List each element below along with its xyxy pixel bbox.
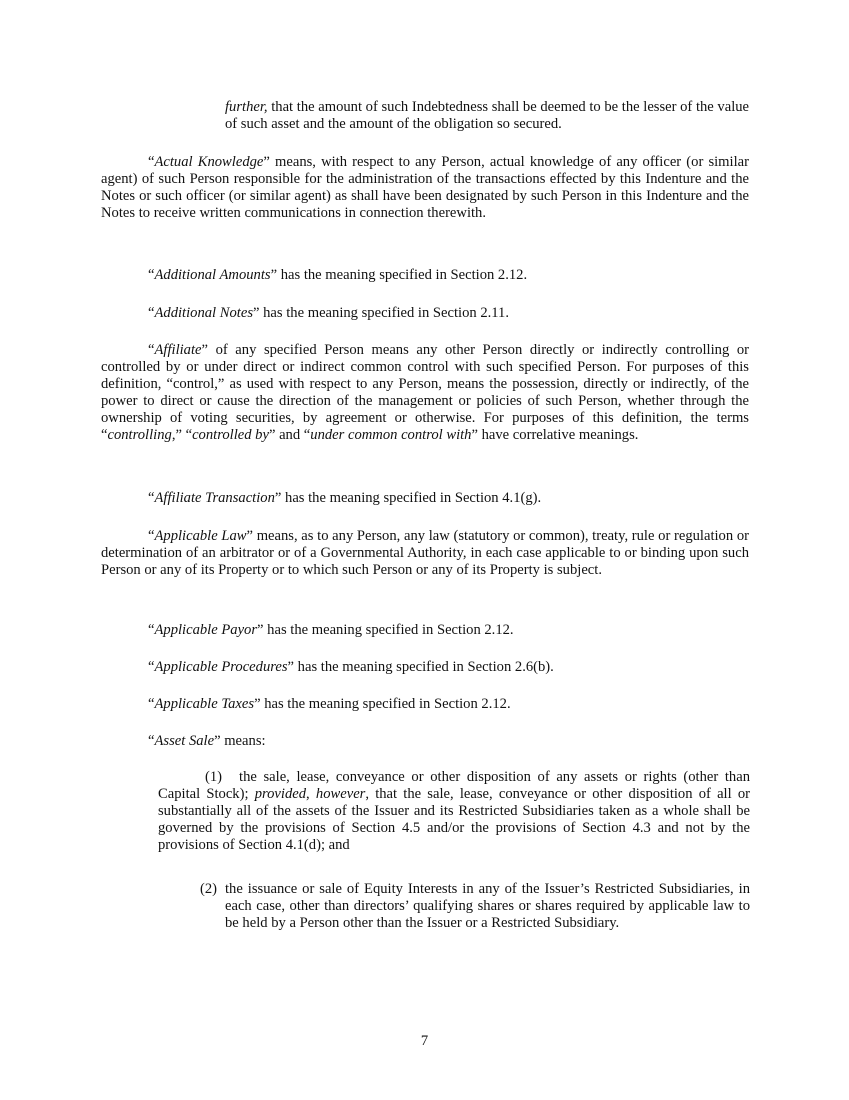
- definition-applicable-taxes: “Applicable Taxes” has the meaning specified in Section 2.12.: [148, 696, 511, 712]
- continuation-text: that the amount of such Indebtedness shall be deemed to be the lesser of the value of such asset and the amount of the obligation so secured.: [225, 99, 750, 132]
- definition-text: has the meaning specified in Section 2.11.: [259, 305, 510, 321]
- defined-term: Additional Amounts: [154, 267, 271, 283]
- clause-number: (1): [205, 769, 223, 785]
- definition-applicable-payor: “Applicable Payor” has the meaning specified in Section 2.12.: [148, 622, 514, 638]
- defined-term: Actual Knowledge: [154, 154, 264, 170]
- defined-term: Affiliate Transaction: [154, 490, 275, 506]
- asset-sale-clause-2: the issuance or sale of Equity Interests in any of the Issuer’s Restricted Subsidiaries, in each case, other than directors’ qualifying shares or shares required by applicable law to be held by a Person other than the Issuer or a Restricted Subsidiary.: [225, 881, 750, 931]
- definition-text: means:: [220, 733, 266, 749]
- page-number: 7: [420, 1033, 429, 1049]
- asset-sale-clause-1: (1) the sale, lease, conveyance or other disposition of any assets or rights (other than Capital Stock); provided, however, that the sale, lease, conveyance or other disposition of all or substantially all of the assets of the Issuer and its Restricted Subsidiaries taken as a whole shall be governed by the provisions of Section 4.5 and/or the provisions of Section 4.3 and not by the provisions of Section 4.1(d); and: [158, 769, 751, 853]
- however-italic: however: [315, 785, 366, 802]
- definition-text: means, as to any Person, any law (statutory or common), treaty, rule or regulation or determination of an arbitrator or of a Governmental Authority, in each case applicable to or binding upon such Person or any of its Property or to which such Person or any of its Property is subject.: [101, 528, 749, 578]
- definition-additional-amounts: “Additional Amounts” has the meaning specified in Section 2.12.: [148, 267, 528, 283]
- defined-term: Applicable Law: [154, 528, 247, 544]
- definition-text: has the meaning specified in Section 2.12.: [277, 267, 528, 283]
- defined-term: Applicable Taxes: [154, 696, 255, 712]
- asset-sale-clause-2-number: (2): [200, 881, 218, 897]
- defined-term-controlling: controlling: [107, 426, 172, 443]
- definition-text: means, with respect to any Person, actual knowledge of any officer (or similar agent) of such Person responsible for the administration of the transactions effected by this Indenture and the Notes or such officer (or similar agent) as shall have been designated by such Person in this Indenture and the Notes to receive written communications in connection therewith.: [101, 154, 749, 221]
- definition-actual-knowledge: “Actual Knowledge” means, with respect to any Person, actual knowledge of any officer (or similar agent) of such Person responsible for the administration of the transactions effected by this Indenture and the Notes or such officer (or similar agent) as shall have been designated by such Person in this Indenture and the Notes to receive written communications in connection therewith.: [101, 154, 749, 221]
- definition-additional-notes: “Additional Notes” has the meaning specified in Section 2.11.: [148, 305, 510, 321]
- defined-term: Applicable Payor: [154, 622, 258, 638]
- provided-italic: provided: [254, 785, 307, 802]
- definition-affiliate-transaction: “Affiliate Transaction” has the meaning specified in Section 4.1(g).: [148, 490, 542, 506]
- definition-text: has the meaning specified in Section 4.1(g).: [281, 490, 542, 506]
- defined-term-under-common-control-with: under common control with: [310, 426, 472, 443]
- definition-text: has the meaning specified in Section 2.12.: [260, 696, 511, 712]
- definition-text: has the meaning specified in Section 2.12.: [263, 622, 514, 638]
- definition-text: has the meaning specified in Section 2.6(b).: [294, 659, 554, 675]
- definition-affiliate: “Affiliate” of any specified Person means any other Person directly or indirectly controlling or controlled by or under direct or indirect common control with such specified Person. For purposes of this definition, “control,” as used with respect to any Person, means the possession, directly or indirectly, of the power to direct or cause the direction of the management or policies of such Person, whether through the ownership of voting securities, by agreement or otherwise. For purposes of this definition, the terms “controlling,” “controlled by” and “under common control with” have correlative meanings.: [101, 342, 749, 443]
- definition-text: of any specified Person means any other Person directly or indirectly controlling or controlled by or under direct or indirect common control with such specified Person. For purposes of this definition, “control,” as used with respect to any Person, means the possession, directly or indirectly, of the power to direct or cause the direction of the management or policies of such Person, whether through the ownership of voting securities, by agreement or otherwise. For purposes of this definition, the terms “: [101, 342, 749, 443]
- definition-applicable-law: “Applicable Law” means, as to any Person, any law (statutory or common), treaty, rule or regulation or determination of an arbitrator or of a Governmental Authority, in each case applicable to or binding upon such Person or any of its Property or to which such Person or any of its Property is subject.: [101, 528, 749, 578]
- continuation-paragraph: [225, 99, 750, 133]
- defined-term: Asset Sale: [154, 733, 215, 749]
- defined-term-controlled-by: controlled by: [192, 426, 269, 443]
- defined-term: Applicable Procedures: [154, 659, 288, 675]
- defined-term: Additional Notes: [154, 305, 253, 321]
- further-italic: further,: [225, 99, 268, 115]
- definition-applicable-procedures: “Applicable Procedures” has the meaning specified in Section 2.6(b).: [148, 659, 554, 675]
- definition-asset-sale: “Asset Sale” means:: [148, 733, 266, 749]
- defined-term: Affiliate: [154, 342, 202, 358]
